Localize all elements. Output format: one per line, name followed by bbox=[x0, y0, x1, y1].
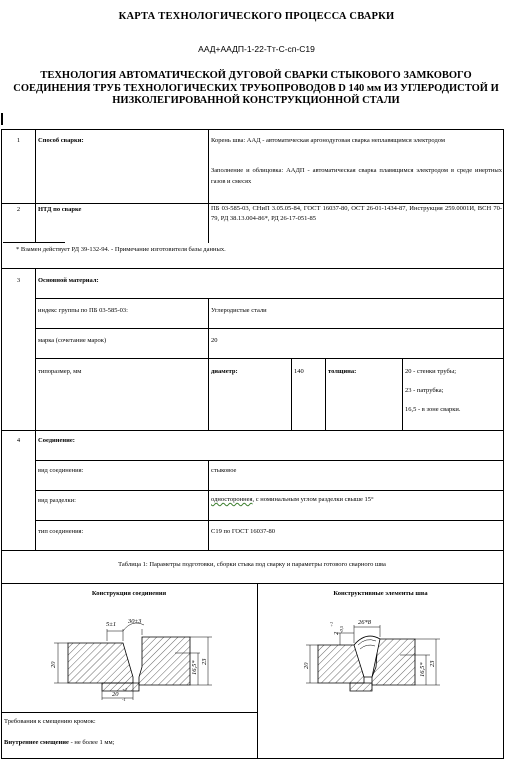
footnote: * Взамен действует РД 39-132-94. - Примечание изготовителя базы данных. bbox=[16, 246, 226, 253]
figure-right-title: Конструктивные элементы шва bbox=[333, 590, 428, 597]
dim-root: 20 bbox=[112, 691, 119, 698]
backing-lip bbox=[102, 683, 139, 691]
row-divider bbox=[35, 490, 504, 491]
size-label: типоразмер, мм bbox=[38, 368, 82, 375]
base-material-label: Основной материал: bbox=[38, 277, 99, 284]
col-divider bbox=[325, 358, 326, 430]
dim-reinforcement: 2 bbox=[333, 631, 340, 635]
backing-lip bbox=[350, 683, 372, 691]
row-number: 4 bbox=[16, 437, 21, 444]
dim-h2: 23 bbox=[429, 660, 436, 667]
bevel-value-underlined: одностороннея bbox=[211, 496, 253, 503]
text-cursor bbox=[1, 113, 3, 125]
welding-method-root: Корень шва: ААД - автоматическая аргонодуговая сварка неплавящимся электродом bbox=[211, 137, 446, 144]
bevel-value bbox=[211, 495, 501, 505]
dim-root-upper: +2 bbox=[122, 687, 128, 692]
col-divider bbox=[257, 583, 258, 759]
dim-h1: 16,5* bbox=[419, 662, 426, 677]
row-divider bbox=[35, 460, 504, 461]
bevel-label: вид разделки: bbox=[38, 497, 76, 504]
left-plate bbox=[68, 643, 133, 683]
dim-width: 26*8 bbox=[358, 619, 371, 626]
dim-thickness: 20 bbox=[50, 661, 57, 668]
welding-method-label: Способ сварки: bbox=[38, 137, 84, 144]
requirements-value: - не более 1 мм; bbox=[68, 739, 115, 746]
row-divider bbox=[35, 358, 504, 359]
requirements-title: Требования к смещению кромок: bbox=[4, 718, 96, 725]
diameter-label: диаметр: bbox=[211, 368, 238, 375]
ntd-value: ПБ 03-585-03, СНиП 3.05.05-84, ГОСТ 16037-80, ОСТ 26-01-1434-87, Инструкция 259.0001И, ВСН 70-79, РД 38.13.004-86*, РД 26-17-051-85 bbox=[211, 205, 502, 222]
row-divider bbox=[1, 550, 504, 551]
joint-type-value: С19 по ГОСТ 16037-80 bbox=[211, 528, 276, 535]
row-number: 2 bbox=[16, 206, 21, 213]
row-divider bbox=[1, 430, 504, 431]
doc-heading: ТЕХНОЛОГИЯ АВТОМАТИЧЕСКОЙ ДУГОВОЙ СВАРКИ СТЫКОВОГО ЗАМКОВОГО СОЕДИНЕНИЯ ТРУБ ТЕХНОЛОГИЧЕСКИХ ТРУБОПРОВОДОВ D 140 мм ИЗ УГЛЕРОДИСТОЙ И НИЗКОЛЕГИРОВАННОЙ КОНСТРУКЦИОННОЙ СТАЛИ bbox=[13, 70, 499, 106]
dim-reinforcement-lower: -0,5 bbox=[339, 625, 344, 633]
thickness-label: толщина: bbox=[328, 368, 357, 375]
joint-type-label: тип соединения: bbox=[38, 528, 84, 535]
joint-section-label: Соединение: bbox=[38, 437, 75, 444]
grade-label: марка (сочетание марок) bbox=[38, 337, 107, 344]
table-caption: Таблица 1: Параметры подготовки, сборки стыка под сварку и параметры готового сварного шва bbox=[118, 561, 386, 568]
diameter-value: 140 bbox=[294, 368, 304, 375]
row-divider bbox=[35, 328, 504, 329]
group-index-value: Углеродистые стали bbox=[211, 307, 267, 314]
col-divider bbox=[208, 129, 209, 243]
col-divider bbox=[402, 358, 403, 430]
grade-value: 20 bbox=[211, 337, 218, 344]
ntd-label: НТД по сварке bbox=[38, 206, 82, 213]
dim-h1: 16,5* bbox=[191, 660, 198, 675]
col-divider bbox=[291, 358, 292, 430]
dim-reinforcement-upper: +1 bbox=[329, 621, 334, 627]
joint-kind-value: стыковое bbox=[211, 467, 237, 474]
dim-gap: 5±1 bbox=[106, 621, 117, 628]
right-plate bbox=[139, 637, 190, 685]
figure-left-title: Конструкция соединения bbox=[91, 590, 167, 597]
thickness-line: 23 - патрубка; bbox=[405, 387, 444, 394]
doc-title: КАРТА ТЕХНОЛОГИЧЕСКОГО ПРОЦЕССА СВАРКИ bbox=[118, 11, 395, 22]
col-divider bbox=[35, 129, 36, 243]
col-divider bbox=[35, 268, 36, 550]
dim-angle: 30±3 bbox=[128, 618, 142, 625]
dim-thickness: 20 bbox=[303, 662, 310, 669]
row-number: 3 bbox=[16, 277, 21, 284]
row-number: 1 bbox=[16, 137, 21, 144]
requirements-label: Внутреннее смещение bbox=[4, 739, 69, 746]
welding-method-fill: Заполнение и облицовка: ААДП - автоматическая сварка плавящимся электродом в среде инертных газов и смесях bbox=[211, 167, 502, 185]
joint-kind-label: вид соединения: bbox=[38, 467, 84, 474]
row-divider bbox=[35, 520, 504, 521]
row-divider bbox=[35, 298, 504, 299]
requirements-line bbox=[4, 738, 254, 748]
row-divider bbox=[1, 712, 257, 713]
thickness-line: 20 - стенки трубы; bbox=[405, 368, 456, 375]
group-index-label: индекс группы по ПБ 03-585-03: bbox=[38, 307, 128, 314]
row-divider bbox=[1, 583, 504, 584]
weld-elements-drawing bbox=[300, 605, 460, 705]
dim-root-lower: -1 bbox=[122, 697, 126, 702]
col-divider bbox=[208, 298, 209, 430]
bevel-value-rest: , с номинальным углом разделки свыше 15° bbox=[252, 496, 374, 503]
col-divider bbox=[208, 460, 209, 550]
joint-construction-drawing bbox=[40, 605, 220, 705]
footnote-rule bbox=[3, 242, 65, 243]
row-divider bbox=[1, 268, 504, 269]
thickness-line: 16,5 - в зоне сварки. bbox=[405, 406, 461, 413]
doc-code: ААД+ААДП-1-22-Тт-С-сп-С19 bbox=[198, 44, 315, 54]
dim-h2: 23 bbox=[201, 658, 208, 665]
